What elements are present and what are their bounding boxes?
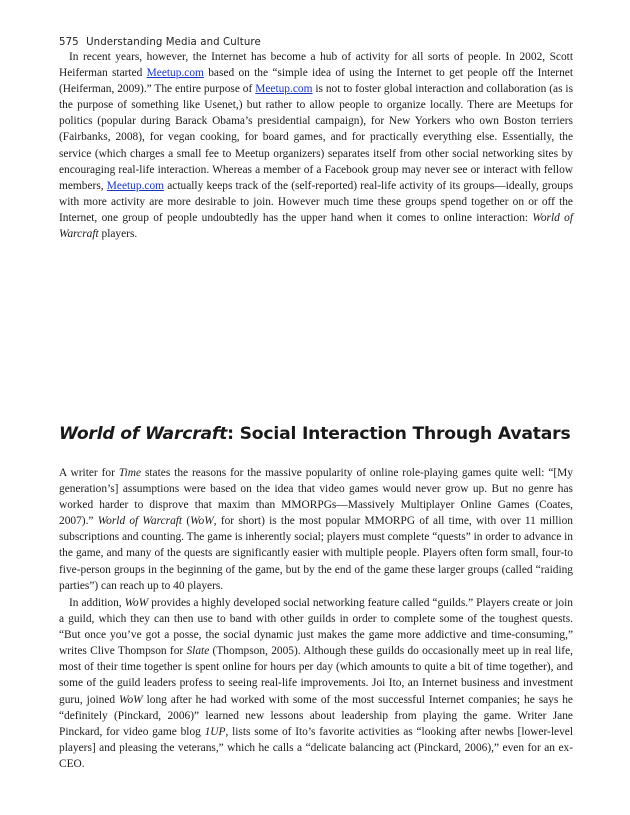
heading-text: : Social Interaction Through Avatars [227, 424, 571, 444]
emphasis-abbreviation: WoW [119, 693, 143, 706]
text-run: , for short) is the most popular MMORPG of all time, with over 11 million subscriptions and counting. The game is inherently social; players must complete “quests” in order to advance in the game, and many of the quests are significantly easier with multiple people. Players often form small, four-to five-person groups in the beginning of the game, but by the end of the game these larger groups (called “raiding parties”) can reach up to 40 players. [59, 515, 573, 592]
section-heading [59, 424, 571, 444]
text-run: , lists some of Ito’s favorite activities as “looking after newbs [lower-level players] and pleasing the veterans,” which he calls a “delicate balancing act (Pinckard, 2006),” even for an ex-CEO. [59, 725, 573, 770]
paragraph-meetup [59, 49, 573, 242]
emphasis-publication: Slate [186, 645, 210, 658]
text-run: In addition, [69, 597, 125, 609]
text-run: actually keeps track of the (self-reported) real-life activity of its groups—ideally, groups with more activity are more desirable to join. However much time these groups spend together on or off the Internet, one group of people undoubtedly has the upper hand when it comes to online interaction: [59, 179, 574, 224]
text-run: states the reasons for the massive popularity of online role-playing games quite well: “[My generation’s] assumptions were based on the idea that video games would never grow up. But no genre has worked harder to disprove that maxim than MMORPGs—Massively Multiplayer Online Games (Coates, 2007).” [59, 467, 573, 528]
text-run: players. [98, 228, 138, 241]
heading-emphasis: World of Warcraft [59, 424, 228, 444]
text-run: provides a highly developed social networking feature called “guilds.” Players create or join a guild, which they can then use to band with other guilds in order to complete some of the toughest quests. “But once you’ve got a posse, the social dynamic just makes the game more addictive and time-consuming,” writes Clive Thompson for [59, 597, 573, 658]
meetup-link[interactable]: Meetup.com [106, 179, 165, 192]
meetup-link[interactable]: Meetup.com [255, 83, 313, 96]
paragraph-mmorpg [59, 465, 573, 594]
running-header [59, 37, 261, 48]
paragraph-guilds [59, 595, 573, 772]
text-run: A writer for [59, 467, 119, 479]
page-number: 575 [59, 37, 79, 48]
text-run: In recent years, however, the Internet has become a hub of activity for all sorts of people. In 2002, Scott Heiferman started [59, 51, 573, 80]
emphasis-game-title: World of Warcraft [97, 515, 183, 528]
emphasis-publication: Time [118, 467, 142, 479]
text-run: ( [182, 515, 191, 528]
emphasis-publication: 1UP [204, 725, 226, 738]
book-title: Understanding Media and Culture [86, 37, 261, 48]
text-run: (Thompson, 2005). Although these guilds do occasionally meet up in real life, most of their time together is spent online for hours per day (which amounts to quite a bit of time together), and some of the guild leaders profess to seeing real-life improvements. Joi Ito, an Internet business and investment guru, joined [59, 645, 573, 706]
text-run: based on the “simple idea of using the Internet to get people off the Internet (Heiferman, 2009).” The entire purpose of [59, 67, 573, 96]
emphasis-abbreviation: WoW [124, 597, 149, 609]
emphasis-abbreviation: WoW [190, 515, 214, 528]
meetup-link[interactable]: Meetup.com [146, 67, 204, 80]
text-run: is not to foster global interaction and collaboration (as is the purpose of something like Usenet,) but rather to allow people to organize locally. There are Meetups for politics (popular during Barack Obama’s presidential campaign), for New Yorkers who own Boston terriers (Fairbanks, 2008), for vegan cooking, for board games, and for practically everything else. Essentially, the service (which charges a small fee to Meetup organizers) separates itself from other social networking sites by encouraging real-life interaction. Whereas a member of a Facebook group may never see or interact with fellow members, [59, 83, 573, 192]
emphasis-game-title: World of Warcraft [59, 211, 573, 241]
text-run: long after he had worked with some of the most successful Internet companies; he says he “definitely (Pinckard, 2006)” learned new lessons about leadership from playing the game. Writer Jane Pinckard, for video game blog [59, 693, 573, 738]
